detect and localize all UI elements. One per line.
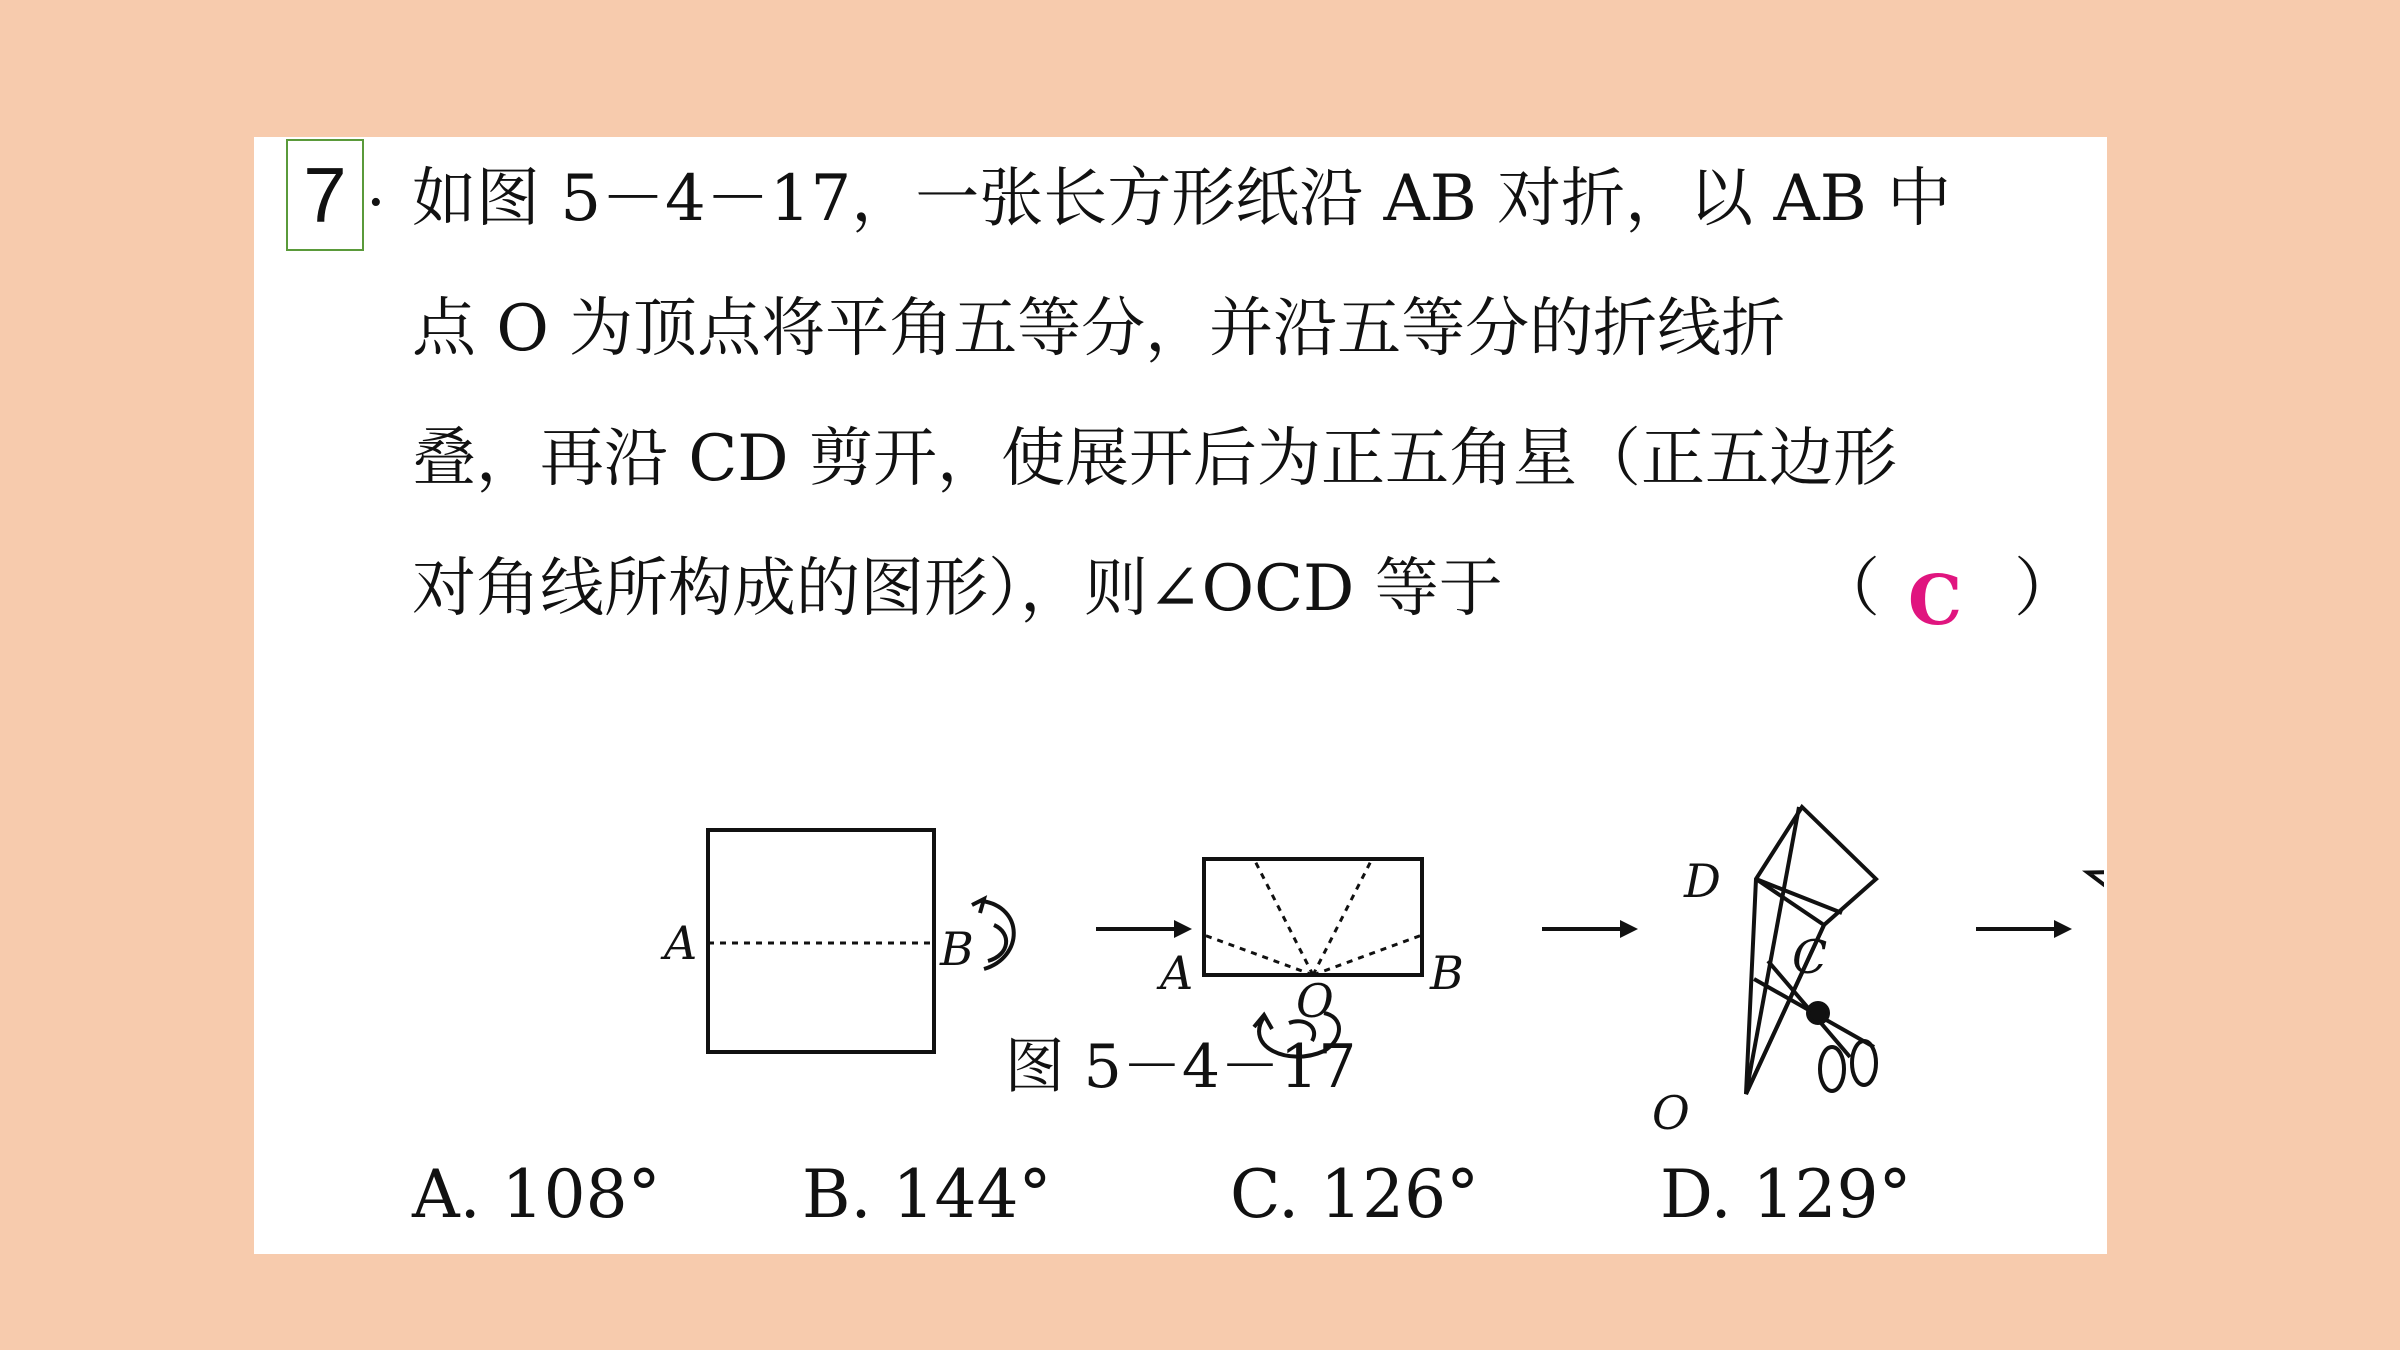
step4-star (2088, 791, 2104, 1005)
option-d-value: 129° (1752, 1156, 1912, 1233)
option-c[interactable] (1230, 1156, 1480, 1233)
question-line-3: 叠，再沿 CD 剪开，使展开后为正五角星（正五边形 (412, 422, 1897, 496)
step2-half-rectangle (1204, 859, 1422, 975)
label-c3: C (1792, 930, 1828, 984)
figure-caption: 图 5－4－17 (1004, 1032, 1357, 1102)
label-o2: O (1296, 974, 1334, 1028)
question-card (254, 137, 2107, 1254)
option-b[interactable] (802, 1156, 1052, 1233)
step-arrow-2-head (1620, 920, 1638, 938)
option-b-letter: B. (802, 1156, 872, 1233)
fold-arrow-icon (972, 899, 1014, 969)
question-line-4: 对角线所构成的图形），则∠OCD 等于 (412, 552, 1503, 626)
label-a2: A (1160, 946, 1194, 1000)
question-number-dot: . (366, 147, 386, 220)
answer-paren-open: （ (1816, 552, 1880, 626)
question-number-box: 7 (286, 139, 364, 251)
question-line-2: 点 O 为顶点将平角五等分，并沿五等分的折线折 (412, 292, 1786, 366)
option-a-letter: A. (412, 1156, 481, 1233)
label-b1: B (940, 922, 974, 976)
option-a[interactable] (412, 1156, 661, 1233)
label-a1: A (664, 916, 698, 970)
option-b-value: 144° (892, 1156, 1052, 1233)
step-arrow-1-head (1174, 920, 1192, 938)
option-a-value: 108° (501, 1156, 661, 1233)
option-c-letter: C. (1230, 1156, 1300, 1233)
option-c-value: 126° (1320, 1156, 1480, 1233)
label-b2: B (1430, 946, 1464, 1000)
option-d-letter: D. (1660, 1156, 1732, 1233)
answer-letter: C (1908, 561, 1963, 641)
label-d3: D (1684, 854, 1721, 908)
step-arrow-3-head (2054, 920, 2072, 938)
option-d[interactable] (1660, 1156, 1912, 1233)
label-o3: O (1652, 1086, 1690, 1137)
answer-paren-close: ） (2014, 552, 2078, 626)
question-line-1: 如图 5－4－17，一张长方形纸沿 AB 对折，以 AB 中 (412, 162, 1952, 236)
step1-rectangle (708, 830, 934, 1052)
